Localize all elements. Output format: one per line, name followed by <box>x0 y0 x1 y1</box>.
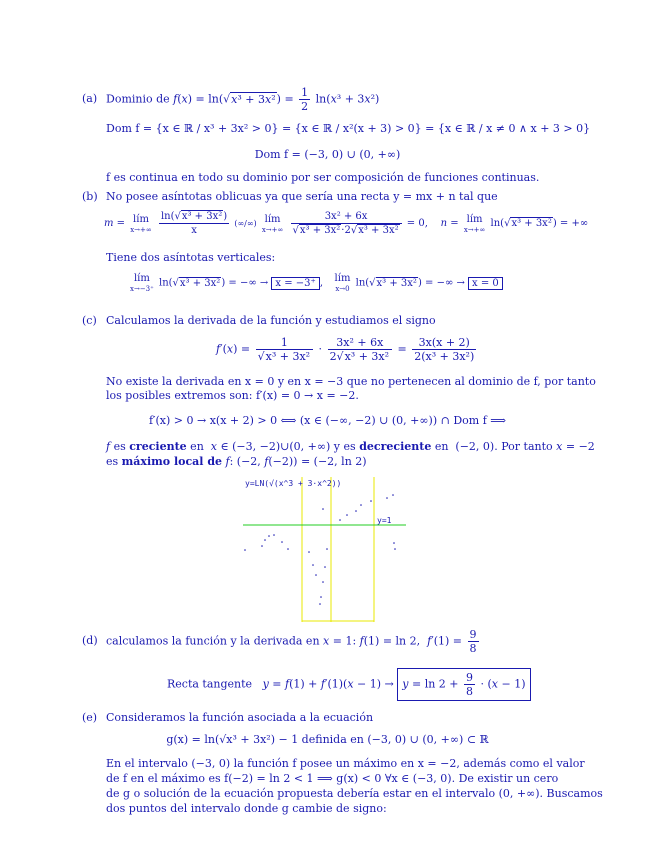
vertical-asymptotes-text: Tiene dos asíntotas verticales: <box>106 251 276 264</box>
domain-result: Dom f = (−3, 0) ∪ (0, +∞) <box>254 148 401 161</box>
g-definition: g(x) = ln(√x³ + 3x²) − 1 definida en (−3, 0) ∪ (0, +∞) ⊂ ℝ <box>166 733 489 746</box>
derivative-intro: Calculamos la derivada de la función y estudiamos el signo <box>106 314 436 327</box>
e-paragraph-4: dos puntos del intervalo donde g cambie de signo: <box>106 802 387 815</box>
plot-title: y=LN(√(x^3 + 3·x^2)) <box>245 479 342 488</box>
continuity-note: f es continua en todo su dominio por ser composición de funciones continuas. <box>106 171 540 184</box>
monotony-line-2: es máximo local de f: (−2, f(−2)) = (−2, ln 2) <box>106 455 367 468</box>
tangent-intro: calculamos la función y la derivada en x = 1: f(1) = ln 2, f′(1) = $\frac{9}{8}$ <box>106 628 477 655</box>
vertical-limits: lím x→−3⁺ ln(√x³ + 3x²) = −∞ → x = −3⁺ , lím x→0 ln(√x³ + 3x²) = −∞ → x = 0 <box>128 273 503 293</box>
sign-study: f′(x) > 0 → x(x + 2) > 0 ⟺ (x ∈ (−∞, −2) ∪ (0, +∞)) ∩ Dom f ⟹ <box>148 414 507 427</box>
e-paragraph-3: de g o solución de la ecuación propuesta debería estar en el intervalo (0, +∞). Buscamos <box>106 787 603 800</box>
asymptote-box-1: x = −3⁺ <box>271 277 319 290</box>
e-paragraph-1: En el intervalo (−3, 0) la función f posee un máximo en x = −2, además como el valor <box>106 757 585 770</box>
item-c-label: (c) <box>82 314 97 327</box>
equation-intro: Consideramos la función asociada a la ecuación <box>106 711 374 724</box>
derivative-note-1: No existe la derivada en x = 0 y en x = −3 que no pertenecen al dominio de f, por tanto <box>106 375 596 388</box>
domain-definition: Dominio de f(x) = ln(√x³ + 3x²) = $\frac{1}{2}$ ln(x³ + 3x²) <box>106 86 380 113</box>
creciente-word: creciente <box>129 440 187 453</box>
item-d-label: (d) <box>82 634 98 647</box>
curve-points <box>244 494 396 605</box>
domain-set: Dom f = {x ∈ ℝ / x³ + 3x² > 0} = {x ∈ ℝ / x²(x + 3) > 0} = {x ∈ ℝ / x ≠ 0 ∧ x + 3 > 0} <box>106 122 591 135</box>
function-graph <box>243 477 406 622</box>
derivative-note-2: los posibles extremos son: f′(x) = 0 → x = −2. <box>106 389 359 402</box>
graph-svg <box>243 477 406 622</box>
monotony-line-1: f es creciente en x ∈ (−3, −2)∪(0, +∞) y es decreciente en (−2, 0). Por tanto x = −2 <box>106 440 595 453</box>
item-a-label: (a) <box>82 92 98 105</box>
asymptote-box-2: x = 0 <box>468 277 503 290</box>
tangent-line: Recta tangente y = f(1) + f′(1)(x − 1) → y = ln 2 + $\frac{9}{8}$ · (x − 1) <box>167 668 531 701</box>
decreciente-word: decreciente <box>359 440 432 453</box>
tangent-box: y = ln 2 + $\frac{9}{8}$ · (x − 1) <box>397 668 530 701</box>
item-b-label: (b) <box>82 190 98 203</box>
derivative-formula: f′(x) = $\frac{1}{\text{√x³ + 3x²}}$ · $\frac{\text{3x² + 6x}}{\text{2√x³ + 3x²}}$ = $\frac{3x(x + 2)}{\text{2(x³ + 3x²)}}$ <box>216 336 475 363</box>
tangent-label: Recta tangente <box>167 677 253 691</box>
plot-label-y1: y=1 <box>377 516 392 525</box>
limits-m-n: m = lím x→+∞ $\frac{\text{ln(√x³ + 3x²)}}{x}$ (∞/∞) lím x→+∞ $\frac{\text{3x² + 6x}}{\text{√x³ + 3x²·2√x³ + 3x²}}$ = 0, n = lím x→+∞ ln(√x³ + 3x²) = +∞ <box>104 211 589 236</box>
item-e-label: (e) <box>82 711 98 724</box>
e-paragraph-2: de f en el máximo es f(−2) = ln 2 < 1 ⟹ g(x) < 0 ∀x ∈ (−3, 0). De existir un cero <box>106 772 559 785</box>
maximo-word: máximo local de <box>121 455 223 468</box>
oblique-asymptote-text: No posee asíntotas oblicuas ya que sería una recta y = mx + n tal que <box>106 190 498 203</box>
